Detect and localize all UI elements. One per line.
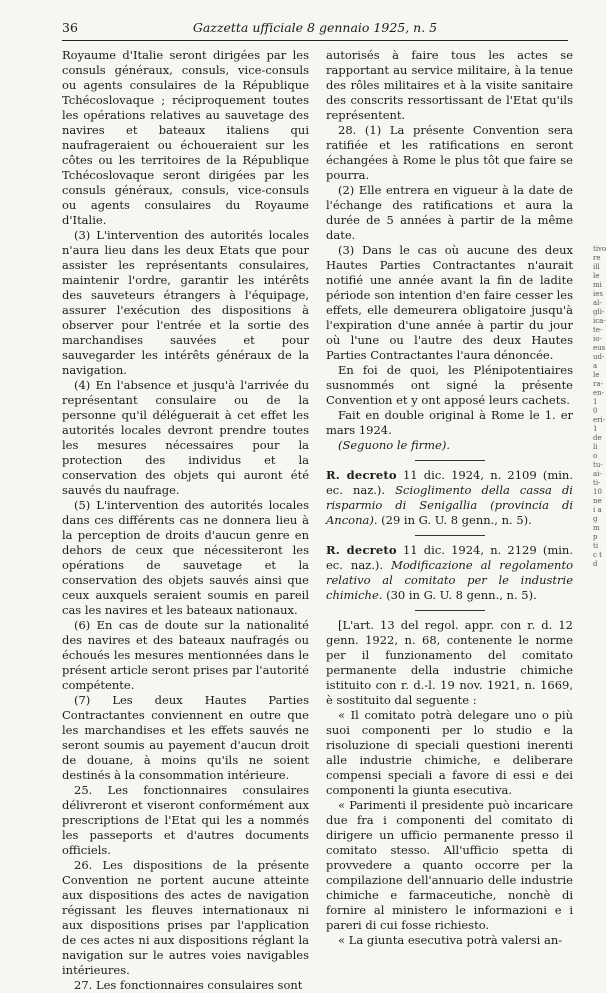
decree-2129 [326, 543, 573, 603]
paragraph-fait: Fait en double original à Rome le 1. er mars 1924. [326, 408, 573, 437]
decree-heading: R. decreto [326, 543, 397, 557]
left-column [62, 48, 309, 993]
paragraph: (6) En cas de doute sur la nationalité des navires et des bateaux naufragés ou échoués les mesures mentionnées dans le présent article seront prises par l'autorité compétente. [62, 618, 309, 692]
article-28-2: (2) Elle entrera en vigueur à la date de l'échange des ratifications et aura la durée de 5 années à partir de la même date. [326, 183, 573, 242]
paragraph-giunta: « La giunta esecutiva potrà valersi an- [338, 933, 563, 947]
paragraph: 25. Les fonctionnaires consulaires délivreront et viseront conformément aux prescriptions de l'Etat qui les a nommés les passeports et d'autres documents officiels. [62, 783, 309, 857]
decree-date: 11 dic. 1924, n. 2129 (min. ec. naz.). [326, 543, 573, 572]
article-28-3: (3) Dans le cas où aucune des deux Hautes Parties Contractantes n'aurait notifié une année avant la fin de ladite période son intention d'en faire cesser les effets, elle demeurera obligatoire jusqu'à l'expiration d'une année à partir du jour où l'une ou l'autre des deux Hautes Parties Contractantes l'aura dénoncée. [326, 243, 573, 362]
page-header [62, 20, 568, 38]
right-column [326, 48, 573, 948]
article-28-1: 28. (1) La présente Convention sera ratifiée et les ratifications en seront échangées à Rome le plus tôt que faire se pourra. [326, 123, 573, 182]
decree-heading: R. decreto [326, 468, 397, 482]
paragraph: 27. Les fonctionnaires consulaires sont [74, 978, 303, 992]
article-13-intro: [L'art. 13 del regol. appr. con r. d. 12 genn. 1922, n. 68, contenente le norme per il funzionamento del comitato permanente della industrie chimiche istituito con r. d.-l. 19 nov. 1921, n. 1669, è sostituito dal seguente : [326, 618, 573, 707]
decree-2109 [326, 468, 573, 528]
decree-date: 11 dic. 1924, n. 2109 (min. ec. naz.). [326, 468, 573, 497]
separator-rule [415, 460, 485, 461]
decree-reference: (29 in G. U. 8 genn., n. 5). [381, 513, 532, 527]
paragraph-foi: En foi de quoi, les Plénipotentiaires susnommés ont signé la présente Convention et y ont apposé leurs cachets. [326, 363, 573, 407]
paragraph: (4) En l'absence et jusqu'à l'arrivée du représentant consulaire ou de la personne qu'il déléguerait à cet effet les autorités locales devront prendre toutes les mesures nécessaires pour la protection des individus et la conservation des objets qui auront été sauvés du naufrage. [62, 378, 309, 497]
decree-title: Modificazione al regolamento relativo al comitato per le industrie chimiche. [326, 558, 573, 602]
paragraph: (5) L'intervention des autorités locales dans ces différents cas ne donnera lieu à la perception de droits d'aucun genre en dehors de ceux que nécessiteront les opérations de sauvetage et la conservation des objets sauvés ainsi que ceux auxquels seraient soumis en pareil cas les navires et les bateaux nationaux. [62, 498, 309, 617]
decree-title: Scioglimento della cassa di risparmio di Senigallia (provincia di Ancona). [326, 483, 573, 527]
paragraph: Royaume d'Italie seront dirigées par les consuls généraux, consuls, vice-consuls ou agents consulaires de la République Tchécoslovaque ; réciproquement toutes les opérations relatives au sauvetage des navires et bateaux italiens qui naufrageraient ou échoueraient sur les côtes ou les territoires de la République Tchécoslovaque seront dirigées par les consuls généraux, consuls, vice-consuls ou agents consulaires du Royaume d'Italie. [62, 48, 309, 227]
paragraph-parimenti: « Parimenti il presidente può incaricare due fra i componenti del comitato di dirigere un ufficio permanente presso il comitato stesso. All'ufficio spetta di provvedere a quanto occorre per la compilazione dell'annuario delle industrie chimiche e farmaceutiche, nonchè di fornire al ministero le informazioni e i pareri di cui fosse richiesto. [326, 798, 573, 932]
page-number: 36 [62, 20, 78, 35]
gazette-title: Gazzetta ufficiale 8 gennaio 1925, n. 5 [192, 20, 438, 35]
paragraph: (7) Les deux Hautes Parties Contractantes conviennent en outre que les marchandises et les effets sauvés ne seront soumis au payement d'aucun droit de douane, à moins qu'ils ne soient destinés à la consommation intérieure. [62, 693, 309, 782]
adjacent-page-edge-text: tivo re ill le mi ies al- gli- ica- te- io- eus ud- a le ra- en- 1 0 eri- 1 de li o tu- ai- ti- 10 ne i a g m p ti c t d [593, 245, 606, 568]
paragraph: autorisés à faire tous les actes se rapportant au service militaire, à la tenue des rôles militaires et à la visite sanitaire des conscrits ressortissant de l'Etat qu'ils représentent. [326, 48, 573, 122]
paragraph-comitato: « Il comitato potrà delegare uno o più suoi componenti per lo studio e la risoluzione di speciali questioni inerenti alle industrie chimiche, e deliberare compensi speciali a favore di essi e dei componenti la giunta esecutiva. [326, 708, 573, 797]
header-rule [62, 40, 568, 41]
paragraph: (3) L'intervention des autorités locales n'aura lieu dans les deux Etats que pour assister les représentants consulaires, maintenir l'ordre, garantir les intérêts des sauveteurs étrangers à l'équipage, assurer l'exécution des dispositions à observer pour l'entrée et la sortie des marchandises sauvées et pour sauvegarder les intérêts généraux de la navigation. [62, 228, 309, 377]
separator-rule [415, 610, 485, 611]
paragraph: 26. Les dispositions de la présente Convention ne portent aucune atteinte aux dispositions des actes de navigation régissant les fleuves internationaux ni aux dispositions prises par l'application de ces actes ni aux dispositions réglant la navigation sur le autres voies navigables intérieures. [62, 858, 309, 977]
decree-reference: (30 in G. U. 8 genn., n. 5). [386, 588, 537, 602]
separator-rule [415, 535, 485, 536]
signatures-note: (Seguono le firme). [338, 438, 451, 452]
